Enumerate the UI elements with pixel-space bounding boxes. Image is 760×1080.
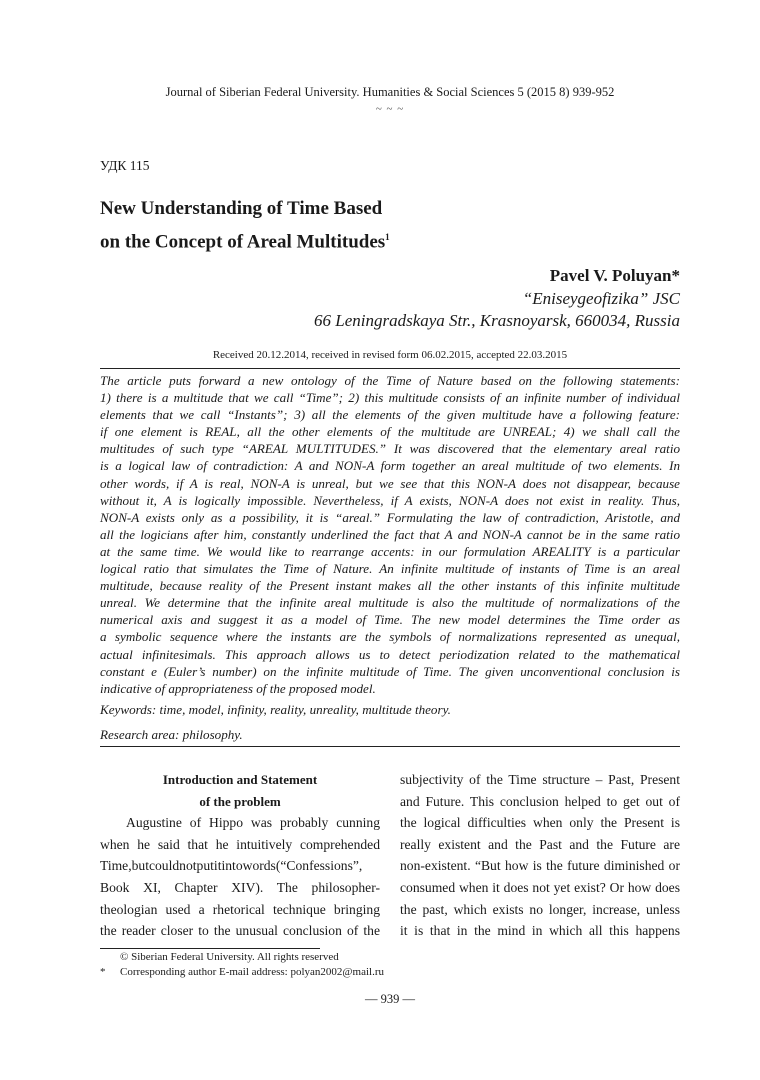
corresponding-text: Corresponding author E-mail address: polyan2002@mail.ru xyxy=(120,966,384,978)
section-heading-line-2: of the problem xyxy=(199,793,281,809)
abstract-line: multitude, because reality of the Present instant makes all the other instants of this infinite multitude xyxy=(100,578,680,594)
abstract-line: a symbolic sequence where the instants are the symbols of normalizations represented as unequal, xyxy=(100,629,680,645)
abstract-line: unreal. We determine that the infinite areal multitude is also the multitude of normalizations of the xyxy=(100,595,680,611)
received-dates: Received 20.12.2014, received in revised form 06.02.2015, accepted 22.03.2015 xyxy=(212,349,568,361)
abstract-bottom-rule xyxy=(100,746,680,747)
author-name: Pavel V. Poluyan* xyxy=(549,266,680,285)
body-line: the logical difficulties when only the Present is xyxy=(400,815,680,831)
body-line: the reader closer to the unusual conclusion of the xyxy=(100,923,380,939)
abstract-line: The article puts forward a new ontology of the Time of Nature based on the following statements: xyxy=(100,373,680,388)
abstract-line: all the logicians after him, constantly underlined the fact that A and NON-A cannot be in the same ratio xyxy=(100,526,680,542)
body-line: Book XI, Chapter XIV). The philosopher- xyxy=(100,879,380,895)
title-line-1: New Understanding of Time Based xyxy=(100,198,383,219)
abstract-line: constant e (Euler’s number) on the infinite multitude of Time. The given unconventional conclusion is xyxy=(100,663,680,679)
abstract-line: NON-A exists only as a possibility, it is “areal.” Formulating the law of contradiction, Aristotle, and xyxy=(100,509,680,525)
right-column xyxy=(400,769,680,942)
body-line: the past, which exists no longer, increase, unless xyxy=(400,901,680,917)
abstract-line: is a logical law of contradiction: A and NON-A form together an areal multitude of two elements. In xyxy=(100,458,680,474)
author-affiliation: “Eniseygeofizika” JSC xyxy=(522,288,680,308)
author-block xyxy=(314,265,680,333)
section-heading-line-1: Introduction and Statement xyxy=(162,772,318,787)
body-line: theologian used a rhetorical technique bringing xyxy=(100,901,380,917)
body-line: consumed when it does not yet exist? Or how does xyxy=(400,879,680,895)
body-line: subjectivity of the Time structure – Past, Present xyxy=(400,772,680,787)
left-column xyxy=(100,769,380,942)
abstract-line: at the same time. We would like to rearrange accents: in our formulation AREALITY is a particular xyxy=(100,543,680,559)
body-line: non-existent. “But how is the future diminished or xyxy=(400,858,680,874)
abstract-line: logical ratio that simulates the Time of Nature. An infinite multitude of instants of Time is an areal xyxy=(100,561,680,577)
abstract-line: indicative of appropriateness of the proposed model. xyxy=(100,680,376,696)
abstract-line: numerical axis and suggest it as a model of Time. The new model determines the Time order as xyxy=(100,612,680,628)
abstract xyxy=(100,372,680,697)
title-line-2 xyxy=(100,223,390,256)
title-line-2-text: on the Concept of Areal Multitudes xyxy=(100,231,386,253)
footnote-star: * xyxy=(100,966,106,978)
abstract-line: without it, A is logically impossible. Nevertheless, if A exists, NON-A does not exist in reality. Thus, xyxy=(100,492,680,508)
body-line: it is that in the mind in which all this happens xyxy=(400,923,680,939)
abstract-line: 1) there is a multitude that we call “Time”; 2) this multitude consists of an infinite number of individual xyxy=(100,390,680,406)
udk-code: УДК 115 xyxy=(100,158,150,173)
page-number: — 939 — xyxy=(365,992,415,1006)
body-line: really existent and the Past and the Future are xyxy=(400,836,680,852)
abstract-line: if one element is REAL, all the other elements of the multitude are UNREAL; 4) we shall call the xyxy=(100,424,680,440)
keywords: Keywords: time, model, infinity, reality, unreality, multitude theory. xyxy=(100,702,451,717)
abstract-line: elements that we call “Instants”; 3) all the elements of the given multitude have a following feature: xyxy=(100,407,680,423)
footnote-rule xyxy=(100,948,320,949)
body-line: Augustine of Hippo was probably cunning xyxy=(126,815,380,831)
header-ornament: ~ ~ ~ xyxy=(375,103,405,115)
abstract-line: other words, if A is real, NON-A is unreal, but we see that this NON-A does not disappear, because xyxy=(100,475,680,491)
body-line: and Future. This conclusion helped to get out of xyxy=(400,793,680,809)
title-footnote-mark: 1 xyxy=(385,232,390,242)
abstract-line: actual infinitesimals. This approach allows us to detect periodization related to the mathematical xyxy=(100,646,680,662)
research-area: Research area: philosophy. xyxy=(100,727,243,742)
article-title xyxy=(100,194,390,256)
author-address: 66 Leningradskaya Str., Krasnoyarsk, 660034, Russia xyxy=(314,311,680,330)
body-line: when he said that he intuitively comprehended xyxy=(100,836,380,852)
corresponding-note xyxy=(100,966,384,978)
copyright-note: © Siberian Federal University. All rights reserved xyxy=(120,951,339,963)
abstract-top-rule xyxy=(100,368,680,369)
journal-header: Journal of Siberian Federal University. Humanities & Social Sciences 5 (2015 8) 939-952 xyxy=(165,85,615,99)
body-line: Time,butcouldnotputitintowords(“Confessions”, xyxy=(100,858,363,874)
abstract-line: multitudes of such type “AREAL MULTITUDES.” It was discovered that the elementary areal ratio xyxy=(100,441,680,457)
